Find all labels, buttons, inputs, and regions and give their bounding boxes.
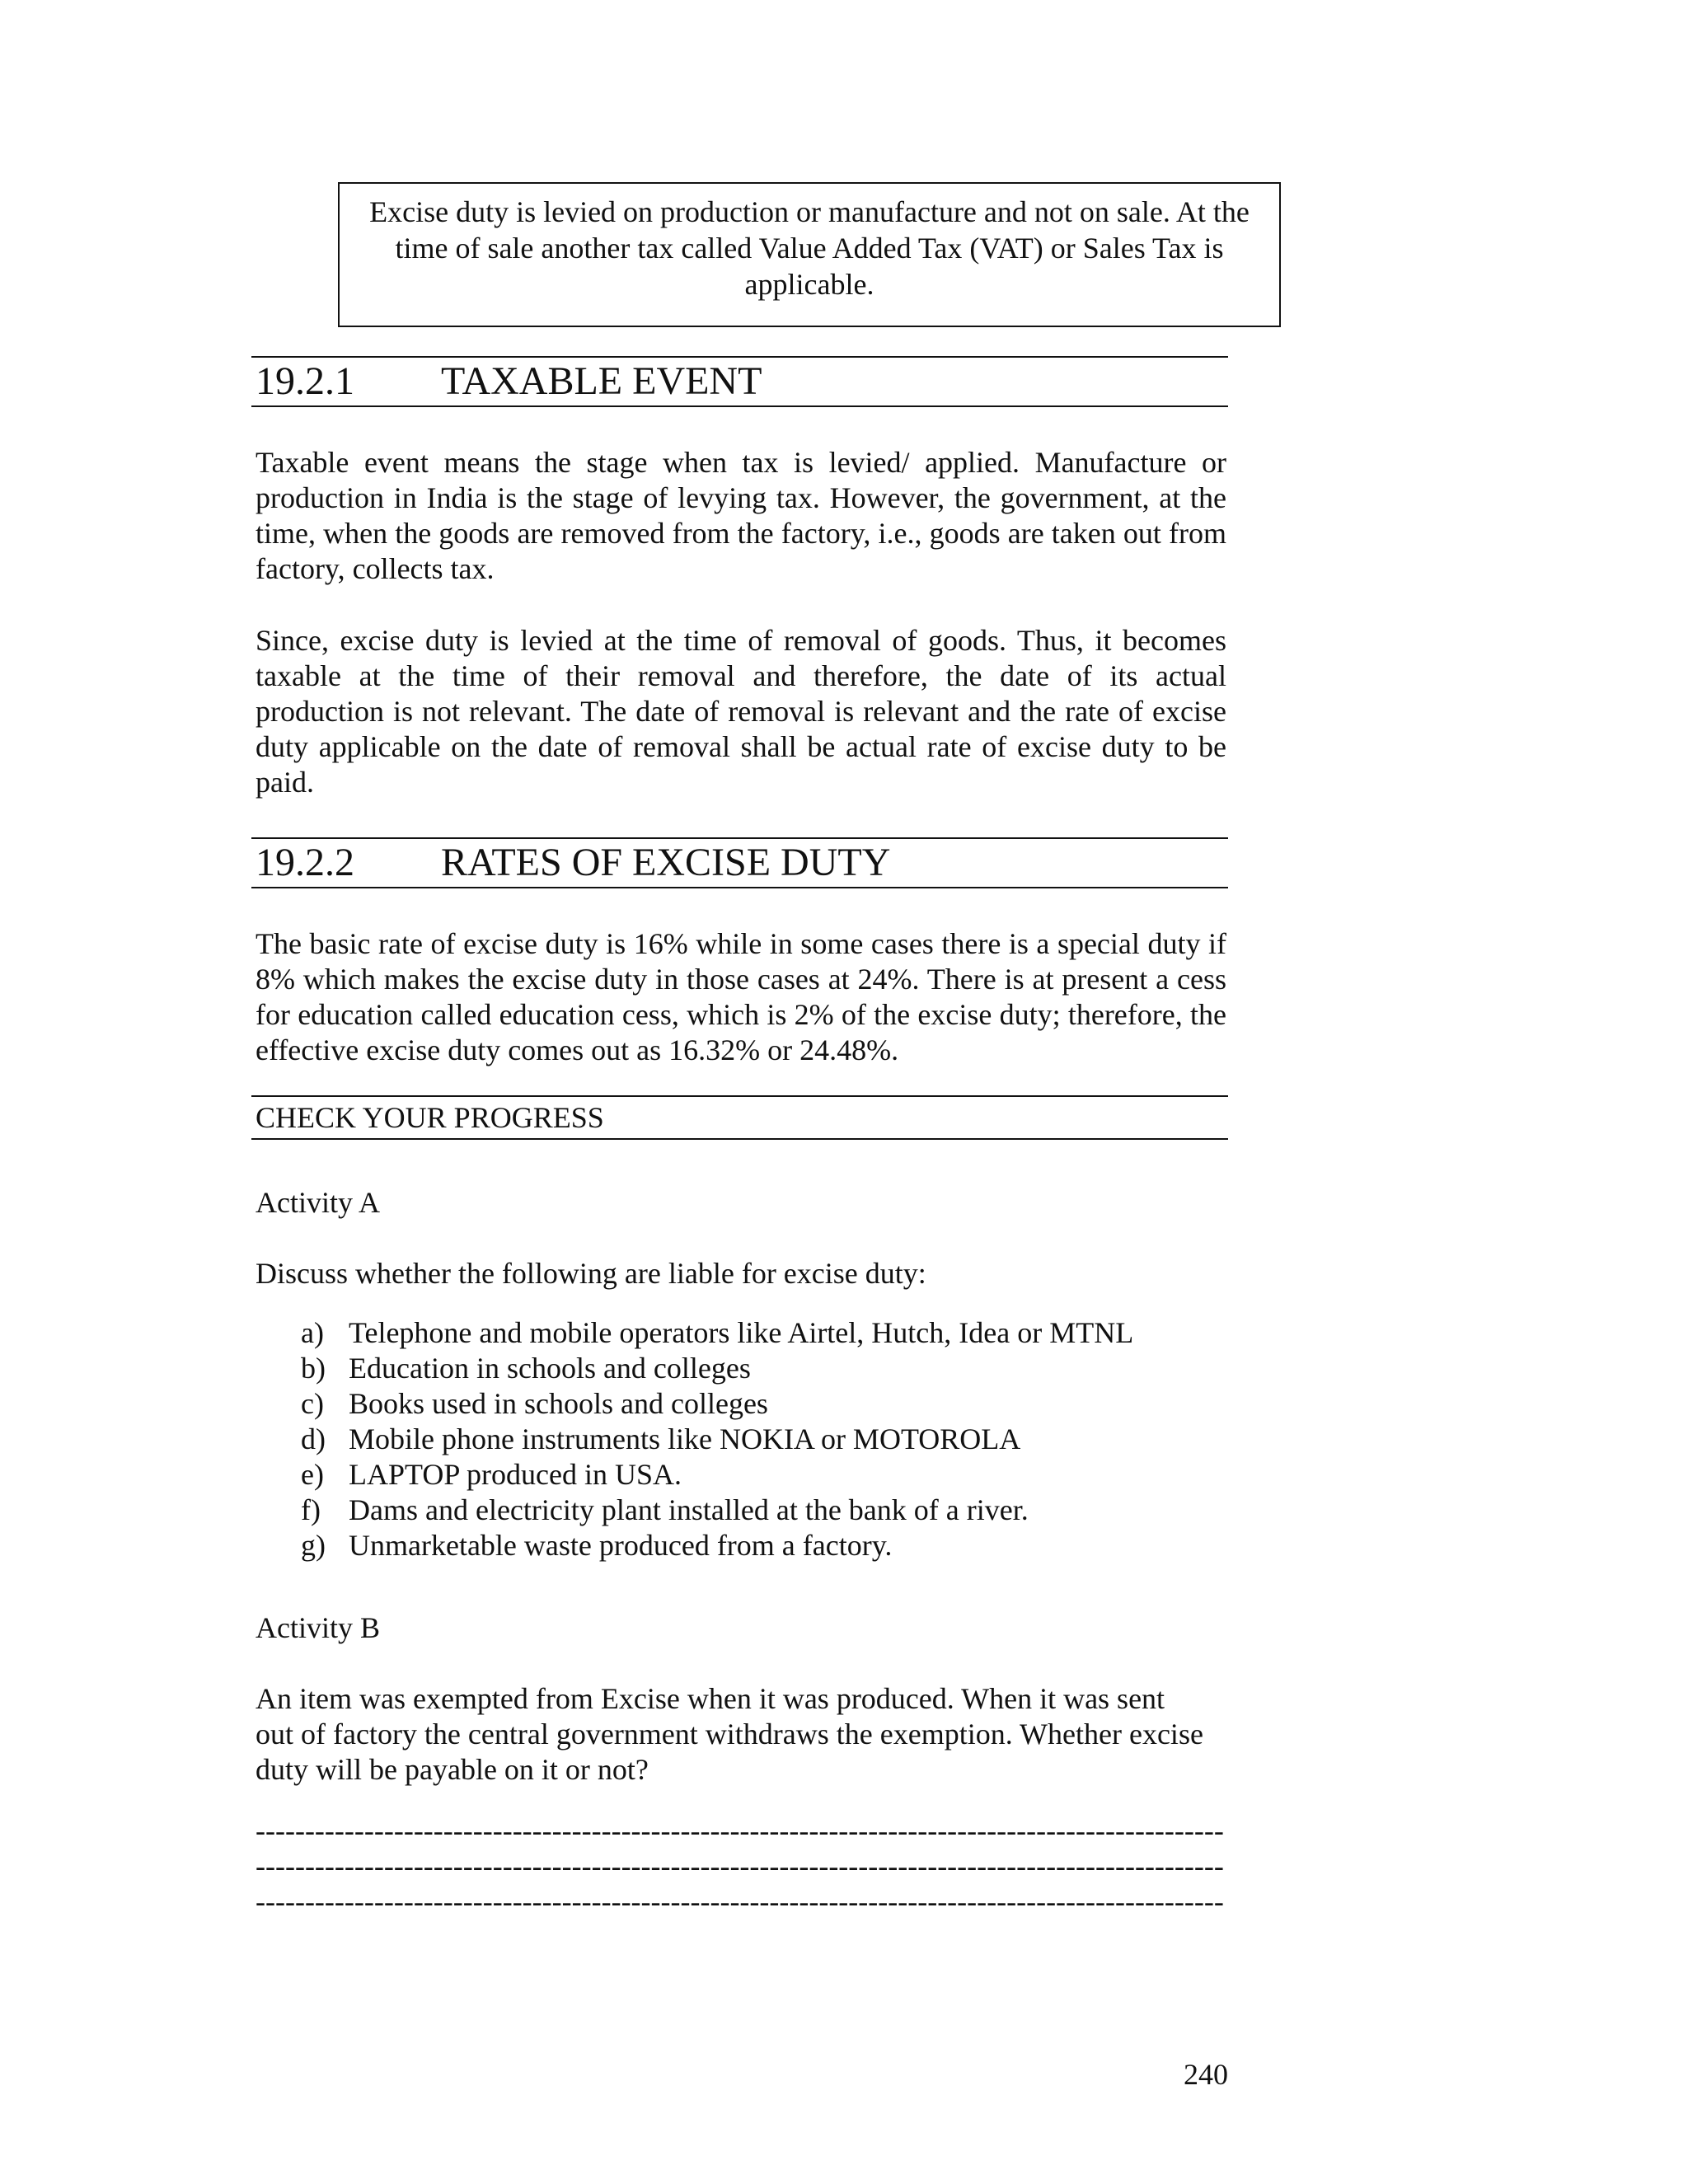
list-item-text: Mobile phone instruments like NOKIA or MOTOROLA [349,1422,1021,1455]
activity-b-label: Activity B [256,1611,380,1644]
answer-line: -------------------------------------------------------------------------------------------------- [256,1885,1224,1918]
list-item-text: Dams and electricity plant installed at the bank of a river. [349,1493,1029,1526]
list-item [256,1493,1228,1528]
activity-a-label: Activity A [256,1186,380,1219]
list-item [256,1528,1228,1563]
answer-line: -------------------------------------------------------------------------------------------------- [256,1849,1224,1882]
activity-a-list [256,1315,1228,1563]
list-marker: a) [301,1316,324,1349]
list-item [256,1422,1228,1457]
list-item-text: Education in schools and colleges [349,1352,751,1385]
list-marker: d) [301,1422,326,1455]
check-your-progress-heading: CHECK YOUR PROGRESS [251,1095,1228,1140]
section-number: 19.2.1 [256,359,354,403]
answer-line: -------------------------------------------------------------------------------------------------- [256,1814,1224,1847]
list-marker: c) [301,1387,324,1420]
list-marker: g) [301,1529,326,1562]
activity-b-question: An item was exempted from Excise when it was produced. When it was sent out of factory the central government withdraws the exemption. Whether excise duty will be payable on it or not? [256,1682,1203,1786]
list-item-text: Books used in schools and colleges [349,1387,768,1420]
list-marker: e) [301,1458,324,1491]
note-box-text: Excise duty is levied on production or manufacture and not on sale. At the time of sale another tax called Value Added Tax (VAT) or Sales Tax is applicable. [369,195,1250,301]
section-heading-taxable-event [251,356,1228,407]
page-number: 240 [1184,2058,1228,2091]
list-item [256,1386,1228,1422]
section-number: 19.2.2 [256,841,354,884]
paragraph: Since, excise duty is levied at the time of removal of goods. Thus, it becomes taxable at the time of their removal and therefore, the date of its actual production is not relevant. The date of removal is relevant and the rate of excise duty applicable on the date of removal shall be actual rate of excise duty to be paid. [256,624,1226,799]
note-box [338,182,1281,327]
section-title: RATES OF EXCISE DUTY [441,841,891,884]
section-title: TAXABLE EVENT [441,359,762,403]
activity-a-prompt: Discuss whether the following are liable for excise duty: [256,1257,926,1290]
section-heading-rates-of-excise-duty [251,837,1228,888]
list-marker: b) [301,1352,326,1385]
answer-lines [256,1813,1228,1919]
list-item-text: Telephone and mobile operators like Airtel, Hutch, Idea or MTNL [349,1316,1134,1349]
list-item-text: LAPTOP produced in USA. [349,1458,682,1491]
paragraph: Taxable event means the stage when tax is levied/ applied. Manufacture or production in India is the stage of levying tax. However, the government, at the time, when the goods are removed from the factory, i.e., goods are taken out from factory, collects tax. [256,446,1226,585]
list-marker: f) [301,1493,321,1526]
list-item [256,1315,1228,1351]
list-item-text: Unmarketable waste produced from a factory. [349,1529,893,1562]
list-item [256,1351,1228,1386]
list-item [256,1457,1228,1493]
paragraph: The basic rate of excise duty is 16% while in some cases there is a special duty if 8% which makes the excise duty in those cases at 24%. There is at present a cess for education called education cess, which is 2% of the excise duty; therefore, the effective excise duty comes out as 16.32% or 24.48%. [256,927,1226,1066]
